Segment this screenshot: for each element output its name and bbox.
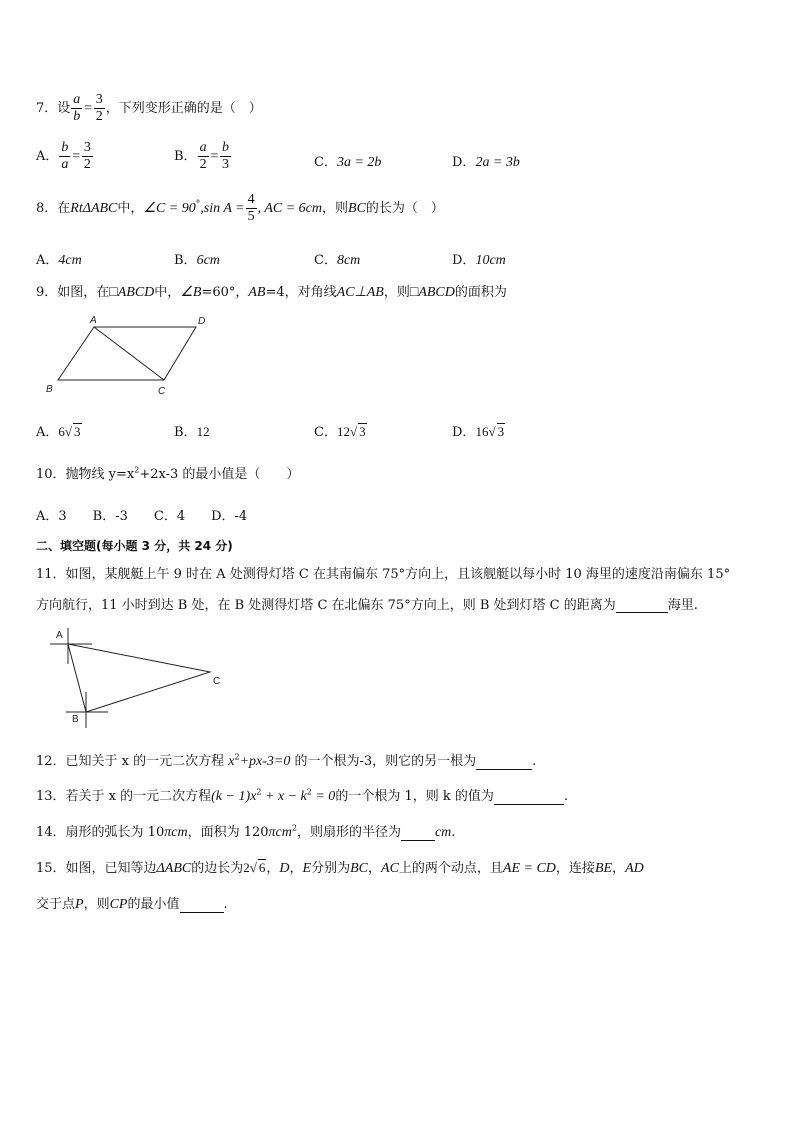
q15-answer-blank[interactable] [180, 898, 224, 913]
q11-label-c: C [213, 676, 221, 687]
q9-option-c[interactable]: C．12√ 3 [314, 424, 366, 440]
q15-line2: 交于点P，则CP的最小值 . [36, 897, 228, 912]
q11-line1: 11．如图，某舰艇上午 9 时在 A 处测得灯塔 C 在其南偏东 75°方向上，且该舰艇以每小时 10 海里的速度沿南偏东 15° [36, 567, 731, 582]
q11-line2: 方向航行，11 小时到达 B 处，在 B 处测得灯塔 C 在北偏东 75°方向上，则 B 处到灯塔 C 的距离为 海里. [36, 598, 698, 613]
q7-option-c[interactable]: C．3a = 2b [314, 155, 382, 170]
q12-answer-blank[interactable] [476, 755, 532, 770]
q7-fraction: $\frac{a}{b}$ [73, 92, 81, 124]
q13-answer-blank[interactable] [494, 790, 564, 805]
q7-option-a[interactable]: A． $\frac{b}{a}$ = $\frac{3}{2}$ [36, 140, 91, 172]
q8-option-d[interactable]: D．10cm [452, 253, 506, 268]
q9-option-b[interactable]: B．12 [174, 424, 210, 440]
q15-line1: 15．如图，已知等边ΔABC的边长为2√ 6，D，E分别为BC，AC上的两个动点，且AE = CD，连接BE，AD [36, 860, 644, 876]
q14-answer-blank[interactable] [401, 826, 435, 841]
q9-diagonal-ac [94, 327, 164, 380]
q9-label-a: A [90, 315, 97, 326]
q9-label-b: B [46, 384, 53, 395]
q7-value-fraction: $\frac{3}{2}$ [95, 92, 103, 124]
q11-answer-blank[interactable] [616, 598, 668, 613]
q8-option-b[interactable]: B．6cm [174, 253, 220, 268]
q7-option-d[interactable]: D．2a = 3b [452, 155, 520, 170]
q9-stem: 9．如图，在□ABCD中，∠B=60°，AB=4，对角线AC⊥AB，则□ABCD的面积为 [36, 285, 507, 300]
q7-option-b[interactable]: B． $\frac{a}{2}$ = $\frac{b}{3}$ [174, 140, 230, 172]
q9-option-d[interactable]: D．16√ 3 [452, 424, 505, 440]
q8-option-a[interactable]: A．4cm [36, 253, 82, 268]
q11-label-a: A [56, 630, 63, 641]
q13-stem: 13．若关于 x 的一元二次方程$(k - 1)x^2 + x - k^2 = 0$的一个根为 1，则 k 的值为 . [36, 787, 568, 804]
q12-stem: 12．已知关于 x 的一元二次方程 $x^2+px-3=0$ 的一个根为-3，则它的另一根为 . [36, 752, 537, 769]
q10-stem: 10．抛物线 $y=x^2+2x-3$ 的最小值是（ ） [36, 465, 300, 482]
q8-stem: 8．在RtΔABC中，∠C = 90°,sin A = $\frac{4}{5}$ , AC = 6cm，则BC的长为（ ） [36, 192, 444, 224]
q9-option-a[interactable]: A．6√ 3 [36, 424, 81, 440]
q9-parallelogram-figure [40, 310, 220, 400]
q9-label-d: D [198, 316, 206, 327]
q10-options[interactable]: A．3 B．-3 C．4 D．-4 [36, 509, 248, 524]
q11-triangle-abc [68, 644, 210, 712]
q14-stem: 14．扇形的弧长为 10πcm，面积为 120πcm$^2$，则扇形的半径为 cm. [36, 823, 456, 840]
q11-figure [46, 622, 236, 732]
q9-parallelogram [58, 327, 196, 380]
q9-label-c: C [158, 386, 166, 397]
q11-label-b: B [72, 714, 79, 725]
section-2-title: 二、填空题(每小题 3 分，共 24 分) [36, 539, 233, 553]
q8-option-c[interactable]: C．8cm [314, 253, 361, 268]
q7-stem: 7．设 $\frac{a}{b}$ = $\frac{3}{2}$ ，下列变形正确的是（ ） [36, 92, 262, 124]
